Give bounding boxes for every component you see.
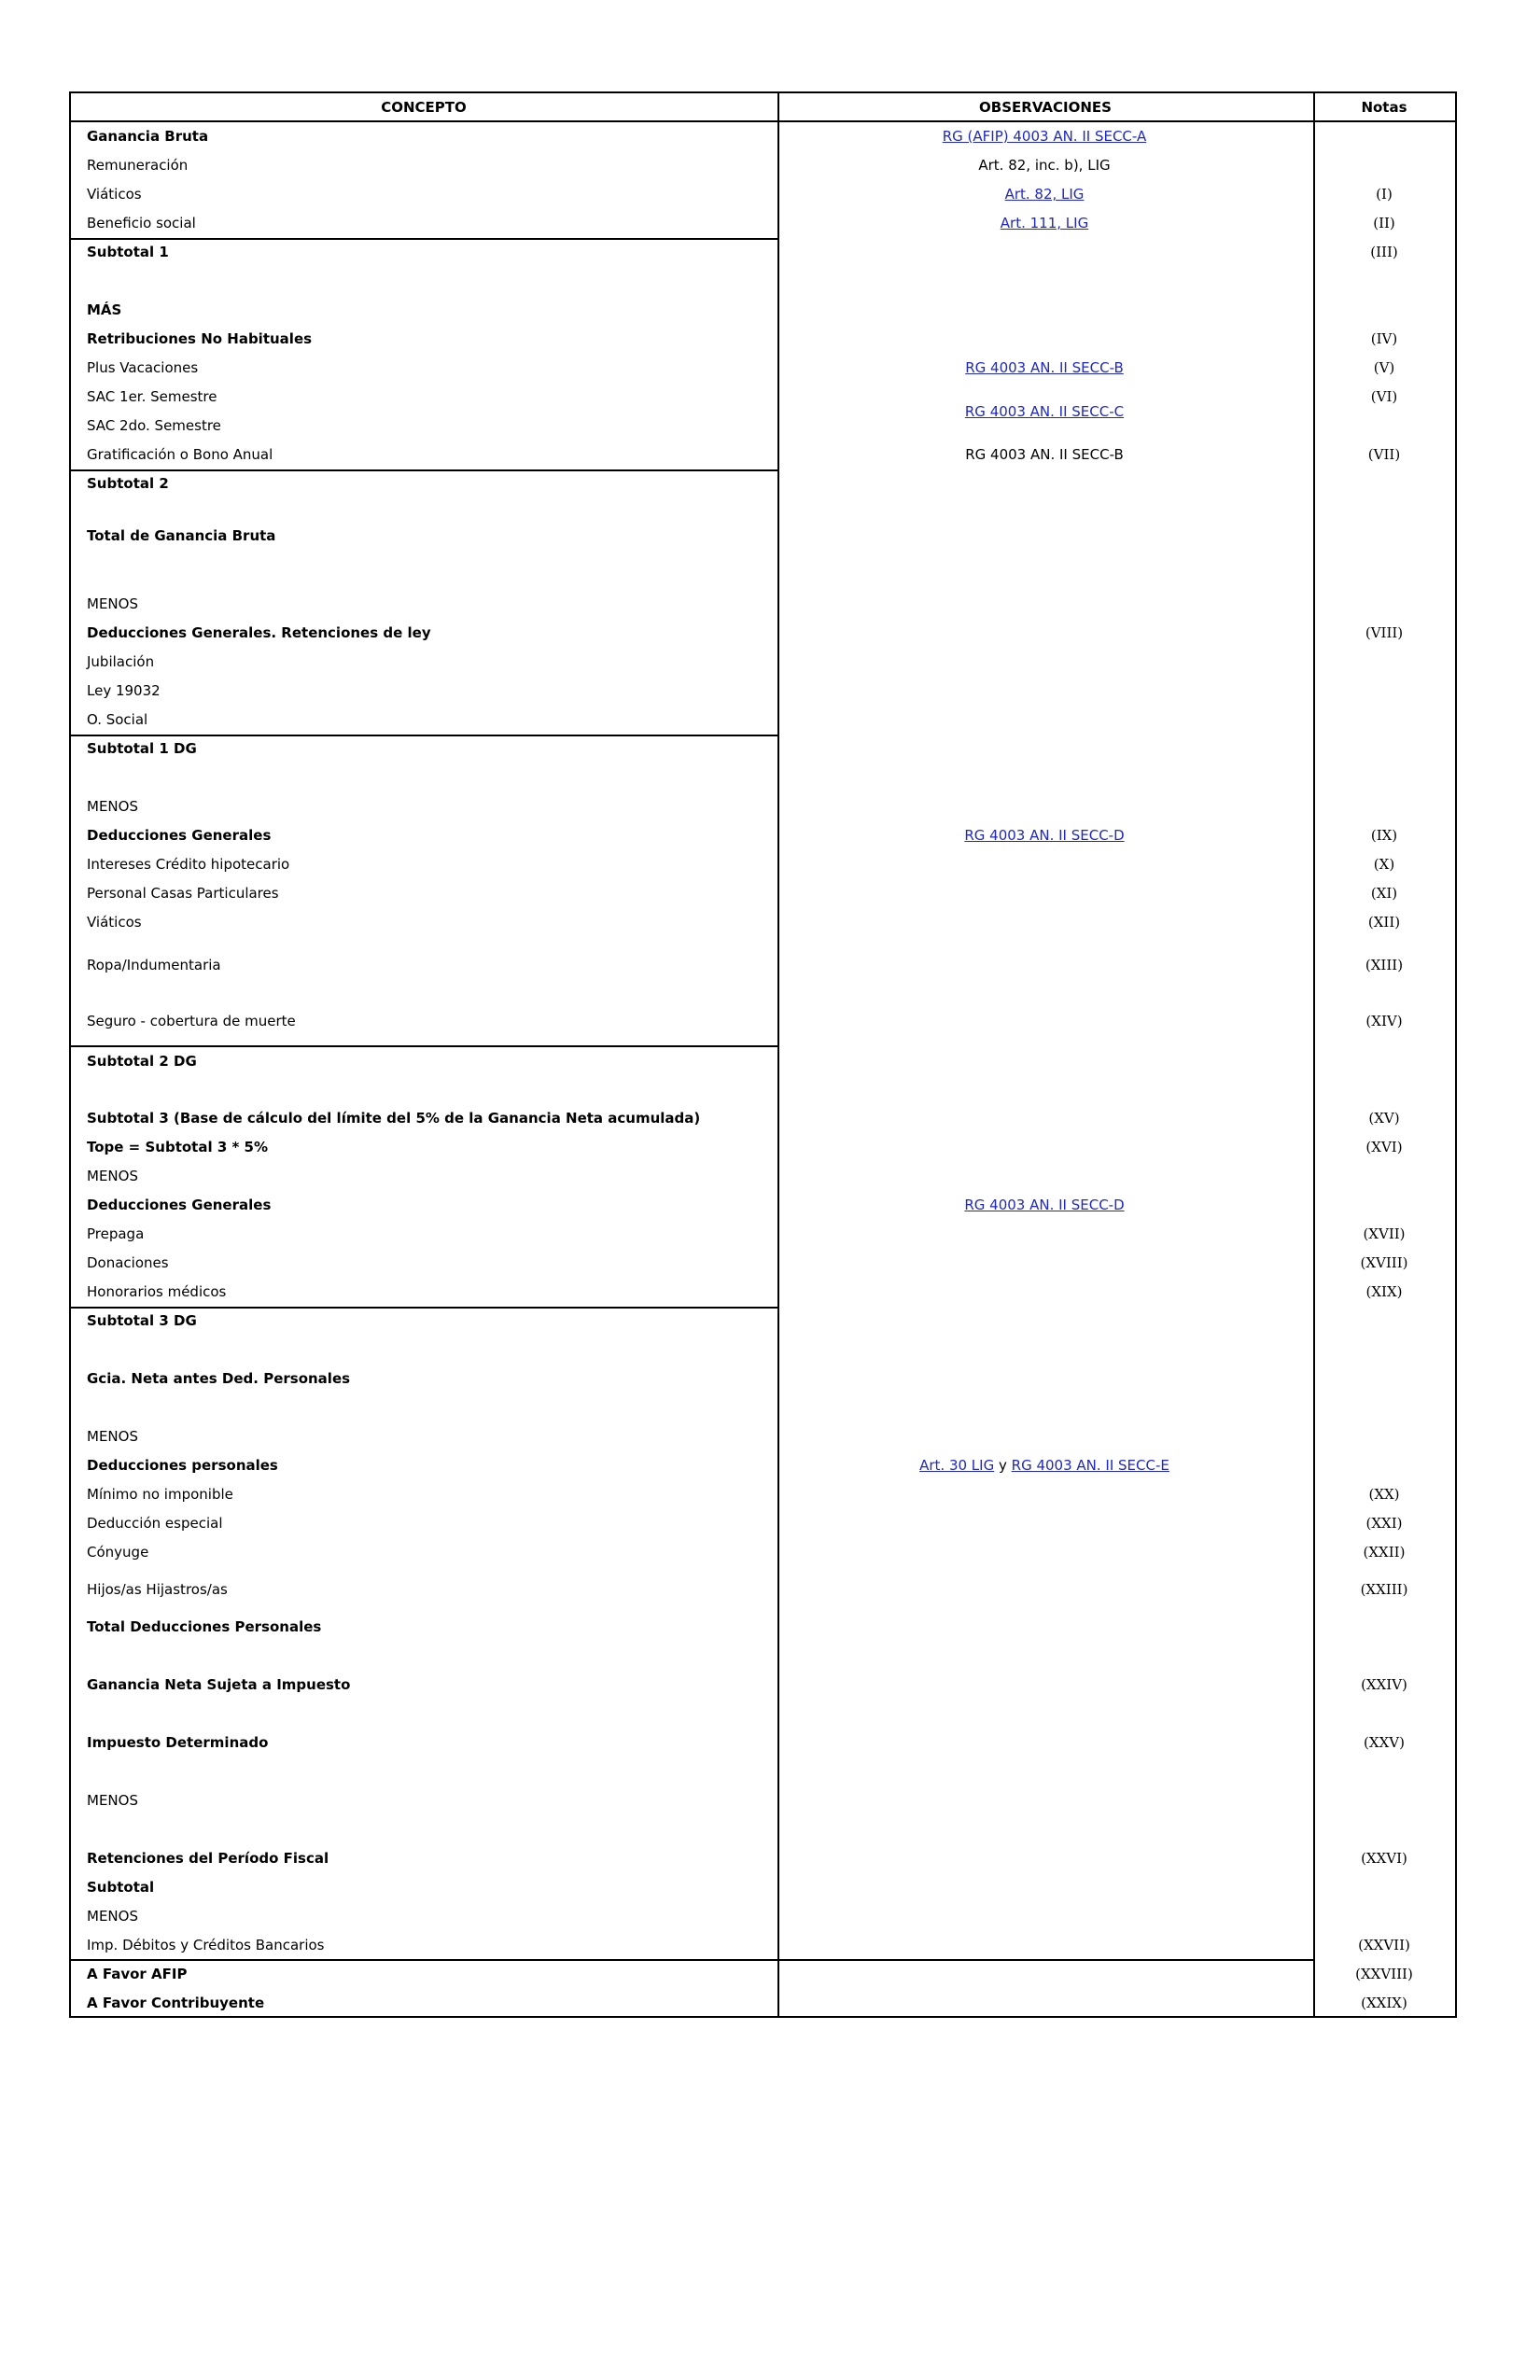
concept-sac-1er-semestre: SAC 1er. Semestre [87, 388, 217, 405]
note-label: (XVIII) [1360, 1254, 1408, 1271]
concept-beneficio-social: Beneficio social [87, 215, 196, 231]
concept-total-de-ganancia-bruta: Total de Ganancia Bruta [87, 527, 276, 544]
concept-impuesto-determinado: Impuesto Determinado [87, 1734, 269, 1751]
section-divider-4 [69, 1045, 777, 1047]
note-label: (III) [1370, 244, 1398, 260]
header-concepto: CONCEPTO [381, 99, 467, 116]
note-label: (XXIV) [1361, 1676, 1407, 1693]
column-divider-2 [1313, 91, 1315, 2018]
section-divider-1 [69, 238, 777, 240]
concept-minimo-no-imponible: Mínimo no imponible [87, 1486, 233, 1503]
concept-ropa-indumentaria: Ropa/Indumentaria [87, 957, 221, 973]
section-divider-6 [69, 1959, 1313, 1961]
observation-cell [783, 157, 1306, 175]
observation-cell [783, 359, 1306, 377]
concept-deducciones-generales-retenciones-de-ley: Deducciones Generales. Retenciones de ley [87, 624, 431, 641]
note-label: (XXVIII) [1355, 1966, 1413, 1982]
concept-intereses-credito-hipotecario: Intereses Crédito hipotecario [87, 856, 290, 873]
observation-text: Art. 82, inc. b), LIG [978, 157, 1111, 174]
concept-menos: MENOS [87, 1168, 138, 1184]
note-label: (VII) [1367, 446, 1401, 463]
section-divider-2 [69, 469, 777, 471]
observation-cell [783, 1457, 1306, 1475]
note-label: (XXI) [1365, 1515, 1403, 1532]
concept-donaciones: Donaciones [87, 1254, 169, 1271]
concept-sac-2do-semestre: SAC 2do. Semestre [87, 417, 221, 434]
note-label: (I) [1376, 186, 1393, 203]
note-label: (VIII) [1365, 624, 1404, 641]
reference-link[interactable]: RG 4003 AN. II SECC-E [1011, 1457, 1169, 1474]
note-label: (XVII) [1363, 1225, 1406, 1242]
observation-cell-merged [783, 403, 1306, 421]
concept-tope-subtotal-3-5: Tope = Subtotal 3 * 5% [87, 1139, 269, 1155]
concept-ganancia-neta-sujeta-a-impuesto: Ganancia Neta Sujeta a Impuesto [87, 1676, 351, 1693]
column-divider-1 [777, 91, 779, 2018]
concept-subtotal-1-dg: Subtotal 1 DG [87, 740, 197, 757]
concept-personal-casas-particulares: Personal Casas Particulares [87, 885, 279, 902]
concept-total-deducciones-personales: Total Deducciones Personales [87, 1618, 322, 1635]
note-label: (XX) [1368, 1486, 1400, 1503]
concept-ganancia-bruta: Ganancia Bruta [87, 128, 209, 145]
concept-menos: MENOS [87, 1428, 138, 1445]
note-label: (XXVII) [1358, 1937, 1410, 1953]
observation-cell [783, 128, 1306, 146]
note-label: (XVI) [1365, 1139, 1403, 1155]
table-right-border [1455, 91, 1457, 2018]
concept-subtotal-1: Subtotal 1 [87, 244, 169, 260]
concept-plus-vacaciones: Plus Vacaciones [87, 359, 199, 376]
concept-ley-19032: Ley 19032 [87, 682, 161, 699]
note-label: (XIV) [1365, 1013, 1403, 1029]
note-label: (XIII) [1365, 957, 1404, 973]
concept-deducciones-generales: Deducciones Generales [87, 1197, 272, 1213]
concept-menos: MENOS [87, 595, 138, 612]
table-top-border [69, 91, 1457, 93]
concept-deducciones-generales: Deducciones Generales [87, 827, 272, 844]
note-label: (IX) [1370, 827, 1398, 844]
reference-link[interactable]: RG (AFIP) 4003 AN. II SECC-A [942, 128, 1147, 145]
concept-menos: MENOS [87, 1908, 138, 1925]
note-label: (XXII) [1363, 1544, 1406, 1561]
concept-a-favor-afip: A Favor AFIP [87, 1966, 188, 1982]
note-label: (V) [1373, 359, 1395, 376]
concept-conyuge: Cónyuge [87, 1544, 149, 1561]
reference-link[interactable]: RG 4003 AN. II SECC-D [964, 1197, 1125, 1213]
note-label: (XXVI) [1361, 1850, 1407, 1867]
reference-link[interactable]: Art. 111, LIG [1000, 215, 1089, 231]
concept-subtotal-2: Subtotal 2 [87, 475, 169, 492]
observation-cell [783, 446, 1306, 464]
header-bottom-border [69, 120, 1457, 122]
note-label: (XXV) [1364, 1734, 1405, 1751]
concept-seguro-cobertura-de-muerte: Seguro - cobertura de muerte [87, 1013, 296, 1029]
concept-mas: MÁS [87, 301, 122, 318]
reference-link[interactable]: RG 4003 AN. II SECC-D [964, 827, 1125, 844]
concept-imp-debitos-y-creditos-bancarios: Imp. Débitos y Créditos Bancarios [87, 1937, 325, 1953]
observation-text: y [994, 1457, 1012, 1474]
observation-text: RG 4003 AN. II SECC-B [965, 446, 1124, 463]
note-label: (XV) [1368, 1110, 1400, 1127]
reference-link[interactable]: RG 4003 AN. II SECC-B [965, 359, 1124, 376]
section-divider-5 [69, 1307, 777, 1309]
concept-honorarios-medicos: Honorarios médicos [87, 1283, 227, 1300]
note-label: (IV) [1370, 330, 1398, 347]
reference-link[interactable]: RG 4003 AN. II SECC-C [964, 403, 1125, 420]
concept-retenciones-del-periodo-fiscal: Retenciones del Período Fiscal [87, 1850, 329, 1867]
concept-prepaga: Prepaga [87, 1225, 145, 1242]
table-left-border [69, 91, 71, 2018]
concept-remuneracion: Remuneración [87, 157, 189, 174]
concept-gratificacion-o-bono-anual: Gratificación o Bono Anual [87, 446, 273, 463]
note-label: (XIX) [1365, 1283, 1403, 1300]
observation-cell [783, 827, 1306, 845]
observation-cell [783, 186, 1306, 203]
section-divider-3 [69, 735, 777, 736]
concept-hijos-as-hijastros-as: Hijos/as Hijastros/as [87, 1581, 228, 1598]
concept-a-favor-contribuyente: A Favor Contribuyente [87, 1995, 265, 2011]
concept-subtotal: Subtotal [87, 1879, 155, 1896]
concept-menos: MENOS [87, 1792, 138, 1809]
note-label: (XI) [1370, 885, 1398, 902]
concept-deduccion-especial: Deducción especial [87, 1515, 223, 1532]
observation-cell [783, 1197, 1306, 1214]
reference-link[interactable]: Art. 82, LIG [1004, 186, 1085, 203]
concept-jubilacion: Jubilación [87, 653, 155, 670]
concept-deducciones-personales: Deducciones personales [87, 1457, 278, 1474]
concept-subtotal-2-dg: Subtotal 2 DG [87, 1053, 197, 1070]
header-observaciones: OBSERVACIONES [979, 99, 1112, 116]
concept-viaticos: Viáticos [87, 186, 142, 203]
concept-retribuciones-no-habituales: Retribuciones No Habituales [87, 330, 313, 347]
header-notas: Notas [1361, 99, 1407, 116]
concept-gcia-neta-antes-ded-personales: Gcia. Neta antes Ded. Personales [87, 1370, 351, 1387]
concept-viaticos: Viáticos [87, 914, 142, 931]
note-label: (II) [1373, 215, 1395, 231]
note-label: (XXIII) [1360, 1581, 1408, 1598]
concept-menos: MENOS [87, 798, 138, 815]
note-label: (XXIX) [1361, 1995, 1407, 2011]
note-label: (VI) [1370, 388, 1398, 405]
concept-subtotal-3-base-de-calculo-del-limite-del-5-de-la-ganancia-neta-acumulada: Subtotal 3 (Base de cálculo del límite del 5% de la Ganancia Neta acumulada) [87, 1110, 701, 1127]
note-label: (XII) [1367, 914, 1401, 931]
note-label: (X) [1373, 856, 1395, 873]
reference-link[interactable]: Art. 30 LIG [919, 1457, 995, 1474]
concept-subtotal-3-dg: Subtotal 3 DG [87, 1312, 197, 1329]
concept-o-social: O. Social [87, 711, 148, 728]
observation-cell [783, 215, 1306, 232]
table-bottom-border [69, 2016, 1457, 2018]
